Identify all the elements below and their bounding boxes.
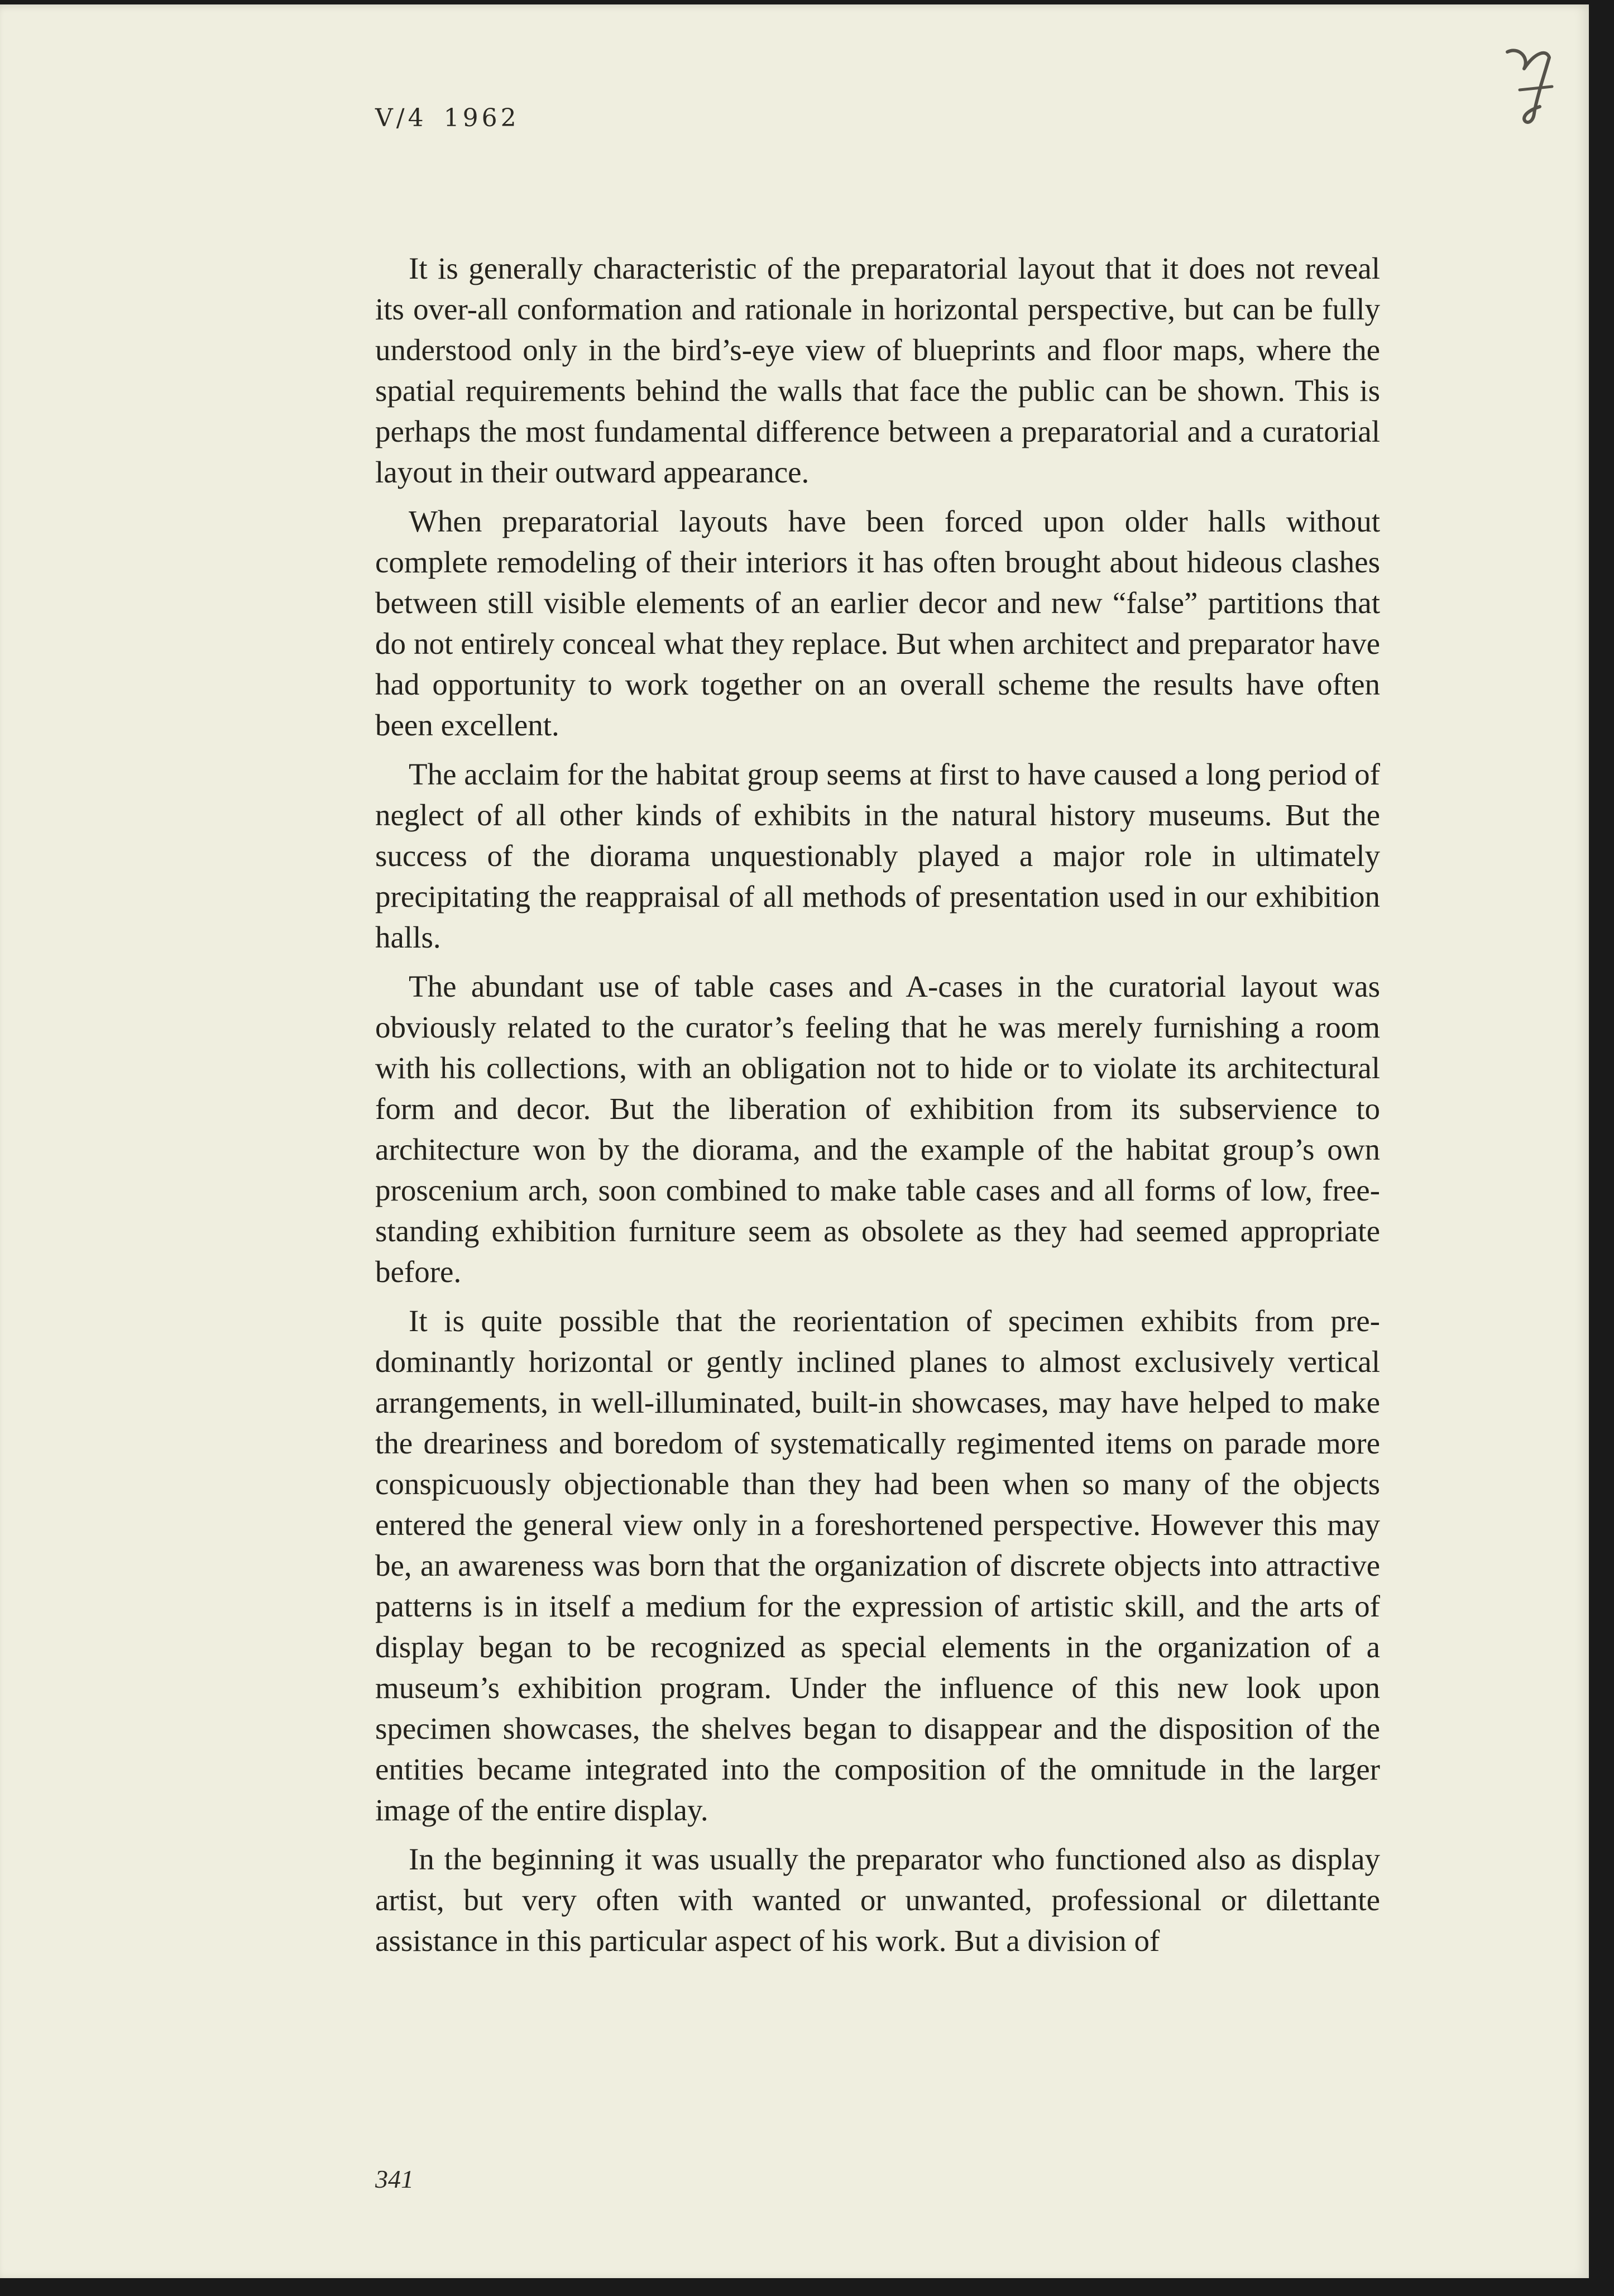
paragraph: It is quite possible that the reorientation of specimen exhibits from predominantly horizontal or gently inclined planes to almost exclusively vertical arrangements, in well-illuminated, built-in showcases, may have helped to make the dreariness and boredom of systematically regimented items on parade more conspicuously objectionable than they had been when so many of the objects entered the general view only in a foreshortened perspective. However this may be, an awareness was born that the organization of discrete objects into attractive patterns is in itself a medium for the expression of artistic skill, and the arts of display began to be recognized as special elements in the organization of a museum’s exhibition program. Under the influence of this new look upon specimen showcases, the shelves began to disappear and the disposition of the entities became integrated into the composition of the omnitude in the larger image of the entire display. (375, 1304, 1380, 1827)
handwritten-pencil-mark-icon (1485, 35, 1563, 136)
page-number: 341 (375, 2165, 414, 2193)
paragraph: The acclaim for the habitat group seems at first to have caused a long period of neglect of all other kinds of exhibits in the natural history museums. But the success of the diorama unquestionably played a major role in ultimately precipitating the reappraisal of all methods of presentation used in our exhibition halls. (375, 757, 1380, 954)
paragraph: It is generally characteristic of the preparatorial layout that it does not reveal its over-all conformation and rationale in horizontal perspective, but can be fully understood only in the bird’s-eye view of blueprints and floor maps, where the spatial requirements behind the walls that face the public can be shown. This is perhaps the most fundamental difference between a preparatorial and a curatorial layout in their outward appearance. (375, 251, 1380, 489)
document-page (0, 4, 1589, 2278)
volume-label: V/4 (375, 104, 427, 132)
paragraph: When preparatorial layouts have been forced upon older halls without complete remodeling of their interiors it has often brought about hideous clashes between still visible elements of an earlier decor and new “false” partitions that do not entirely conceal what they replace. But when architect and preparator have had opportunity to work together on an overall scheme the results have often been excellent. (375, 504, 1380, 742)
body-text (375, 248, 1380, 1969)
paragraph: In the beginning it was usually the preparator who functioned also as display artist, but very often with wanted or unwanted, professional or dilettante assistance in this particular aspect of his work. But a division of (375, 1842, 1380, 1958)
paragraph: The abundant use of table cases and A-cases in the curatorial layout was obviously related to the curator’s feeling that he was merely furnishing a room with his collections, with an obligation not to hide or to violate its architectural form and decor. But the liberation of exhibition from its subservience to architecture won by the diorama, and the example of the habitat group’s own proscenium arch, soon combined to make table cases and all forms of low, free-standing exhibition furniture seem as obsolete as they had seemed appropriate before. (375, 969, 1380, 1289)
year-label: 1962 (443, 104, 520, 132)
running-header (375, 104, 520, 132)
